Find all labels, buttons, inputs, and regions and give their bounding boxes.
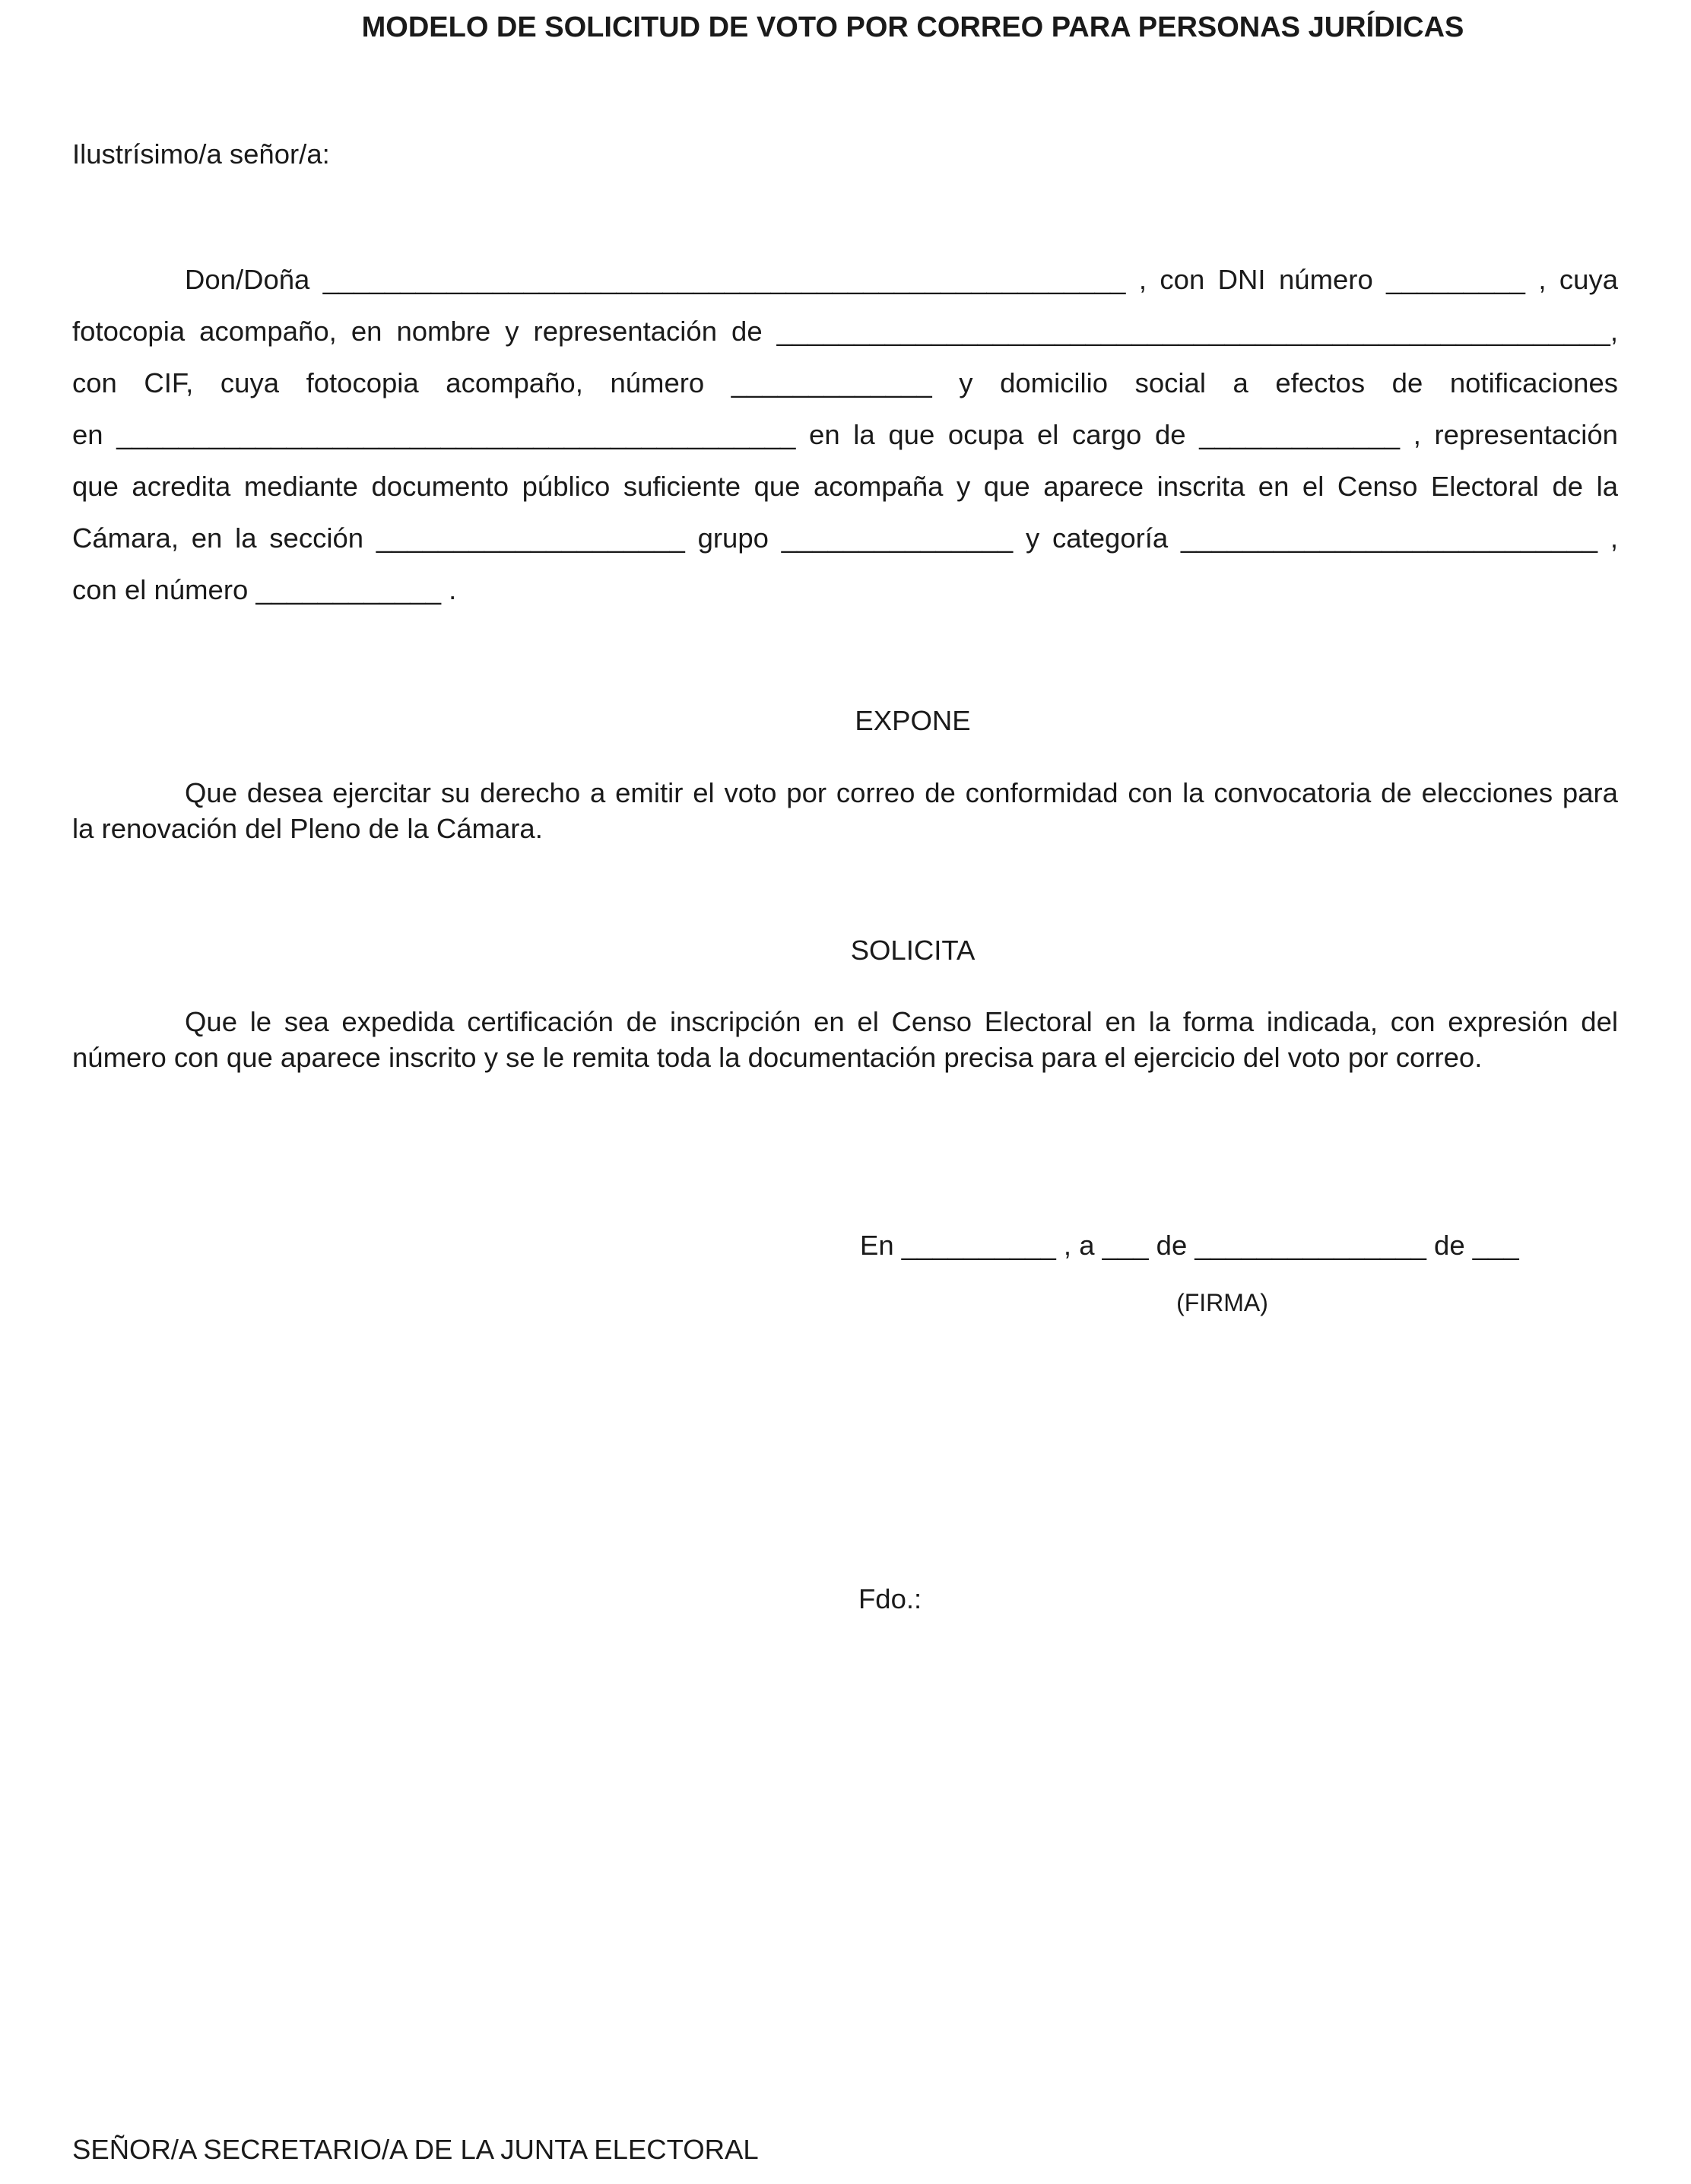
expone-heading: EXPONE [855,705,971,736]
intro-line-5: que acredita mediante documento público suficiente que acompaña y que aparece inscrita en el Censo Electoral de la [72,471,1618,502]
intro-line-7: con el número ____________ . [72,574,457,605]
solicita-line-2: número con que aparece inscrito y se le remita toda la documentación precisa para el ejercicio del voto por correo. [72,1042,1483,1073]
intro-line-4: en ____________________________________________ en la que ocupa el cargo de _____________ , representación [72,419,1618,450]
solicita-paragraph [72,1004,1618,1075]
salutation: Ilustrísimo/a señor/a: [72,138,330,170]
firma-note: (FIRMA) [1176,1289,1268,1316]
solicita-line-1: Que le sea expedida certificación de inscripción en el Censo Electoral en la forma indicada, con expresión del [185,1006,1618,1037]
intro-line-2: fotocopia acompaño, en nombre y representación de ______________________________________________________, [72,316,1618,347]
solicita-heading: SOLICITA [850,935,976,966]
intro-line-3: con CIF, cuya fotocopia acompaño, número _____________ y domicilio social a efectos de notificaciones [72,367,1618,398]
document-title: MODELO DE SOLICITUD DE VOTO POR CORREO PARA PERSONAS JURÍDICAS [361,11,1464,43]
intro-line-6: Cámara, en la sección ____________________ grupo _______________ y categoría ___________________________ , [72,522,1618,554]
intro-paragraph [72,254,1618,616]
date-place-line: En __________ , a ___ de _______________ de ___ [860,1230,1519,1261]
footer-addressee: SEÑOR/A SECRETARIO/A DE LA JUNTA ELECTORAL [72,2134,759,2165]
expone-paragraph [72,775,1618,846]
intro-line-1: Don/Doña ____________________________________________________ , con DNI número _________ , cuya [185,264,1618,295]
signature-label: Fdo.: [858,1583,922,1614]
expone-line-2: la renovación del Pleno de la Cámara. [72,813,543,844]
expone-line-1: Que desea ejercitar su derecho a emitir el voto por correo de conformidad con la convocatoria de elecciones para [185,777,1618,808]
